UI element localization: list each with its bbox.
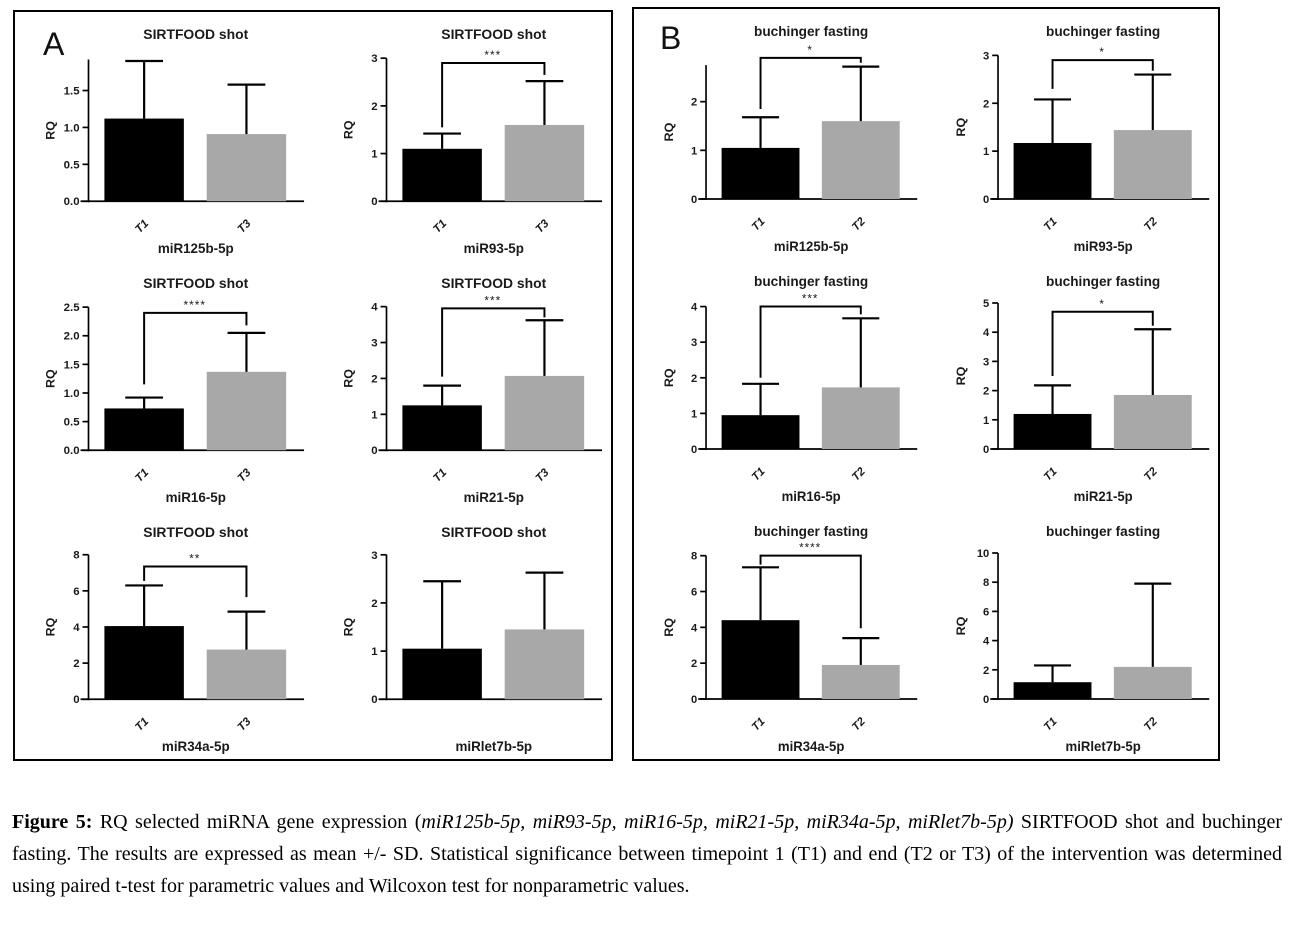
panel-b-label: B xyxy=(660,20,682,56)
bar-t2 xyxy=(822,387,900,449)
y-tick-label: 8 xyxy=(691,550,698,563)
bar-t2 xyxy=(822,665,900,699)
x-axis-label: miRlet7b-5p xyxy=(455,739,533,755)
bar-t1 xyxy=(104,408,183,450)
bar-t1 xyxy=(1014,682,1092,699)
figure-caption-text-2: SIRTFOOD shot and buchinger fasting. The results are expressed as mean +/- SD. Statistical significance between timepoint 1 (T1) and end (T2 or T3) of the intervention was determined using paired t-test for parametric values and Wilcoxon test for nonparametric values. xyxy=(12,811,1283,897)
panel-b-buchinger-fasting xyxy=(632,7,1220,761)
chart-title: SIRTFOOD shot xyxy=(441,523,547,540)
significance-stars: *** xyxy=(801,291,819,306)
significance-stars: **** xyxy=(799,540,822,555)
x-category-label: T2 xyxy=(1142,465,1160,484)
x-category-label: T2 xyxy=(1142,215,1160,234)
y-tick-label: 2 xyxy=(371,100,378,113)
bar-t3 xyxy=(505,125,584,201)
y-tick-label: 3 xyxy=(983,50,990,63)
y-tick-label: 1 xyxy=(371,646,378,659)
x-category-label: T3 xyxy=(235,466,254,485)
y-axis-label: RQ xyxy=(662,122,676,142)
y-tick-label: 10 xyxy=(976,547,990,561)
chart-title: SIRTFOOD shot xyxy=(441,25,547,42)
y-tick-label: 3 xyxy=(371,549,378,562)
significance-stars: *** xyxy=(484,293,502,308)
y-tick-label: 2 xyxy=(983,98,990,111)
bar-t2 xyxy=(1114,395,1192,449)
chart-title: buchinger fasting xyxy=(1046,522,1161,540)
y-tick-label: 2 xyxy=(691,658,698,671)
x-axis-label: miR34a-5p xyxy=(161,739,230,755)
chart-a-miR93-5p xyxy=(313,12,611,261)
bar-t1 xyxy=(722,148,800,199)
bar-chart-svg xyxy=(926,509,1218,759)
y-tick-label: 0 xyxy=(691,693,698,707)
x-category-label: T1 xyxy=(133,466,152,485)
y-tick-label: 3 xyxy=(691,337,698,350)
bar-t2 xyxy=(1114,667,1192,699)
chart-title: SIRTFOOD shot xyxy=(143,523,249,540)
x-category-label: T3 xyxy=(533,217,552,236)
x-category-label: T3 xyxy=(235,217,254,236)
figure-caption-text-1: RQ selected miRNA gene expression ( xyxy=(92,811,422,833)
significance-stars: * xyxy=(1099,45,1105,60)
x-axis-label: miR93-5p xyxy=(463,241,524,257)
y-tick-label: 1.0 xyxy=(63,122,80,135)
bar-t3 xyxy=(207,372,286,450)
y-axis-label: RQ xyxy=(954,366,968,386)
y-tick-label: 6 xyxy=(73,585,80,598)
x-axis-label: miR21-5p xyxy=(463,490,524,506)
bar-t1 xyxy=(1014,143,1092,199)
y-tick-label: 0 xyxy=(371,694,378,707)
x-category-label: T1 xyxy=(1041,715,1060,734)
bar-t2 xyxy=(822,121,900,199)
significance-stars: **** xyxy=(183,297,207,312)
bar-t1 xyxy=(104,119,183,202)
chart-title: buchinger fasting xyxy=(754,272,869,290)
bar-chart-svg xyxy=(313,261,611,510)
chart-title: buchinger fasting xyxy=(1046,22,1161,40)
chart-b-miRlet7b-5p xyxy=(926,509,1218,759)
y-tick-label: 4 xyxy=(371,301,378,314)
y-tick-label: 2 xyxy=(983,385,990,398)
bar-chart-svg xyxy=(15,510,313,759)
x-category-label: T1 xyxy=(1041,215,1060,234)
y-tick-label: 5 xyxy=(983,297,990,311)
y-tick-label: 2 xyxy=(371,373,378,386)
y-tick-label: 0 xyxy=(983,693,990,707)
y-axis-label: RQ xyxy=(43,617,58,637)
y-tick-label: 2 xyxy=(371,597,378,610)
y-tick-label: 0 xyxy=(691,193,698,207)
y-tick-label: 1 xyxy=(371,148,378,161)
y-tick-label: 0 xyxy=(983,443,990,457)
chart-b-miR34a-5p xyxy=(634,509,926,759)
x-category-label: T1 xyxy=(749,715,768,734)
y-tick-label: 3 xyxy=(371,53,378,66)
x-axis-label: miRlet7b-5p xyxy=(1065,738,1141,755)
bar-t1 xyxy=(104,626,183,699)
y-tick-label: 1 xyxy=(691,145,698,158)
y-tick-label: 4 xyxy=(691,301,698,314)
bar-chart-svg xyxy=(634,259,926,509)
y-tick-label: 1.0 xyxy=(63,387,80,400)
bar-t1 xyxy=(722,415,800,449)
y-tick-label: 4 xyxy=(73,621,80,634)
bar-t2 xyxy=(1114,130,1192,199)
bar-chart-svg xyxy=(926,259,1218,509)
bar-chart-svg xyxy=(313,510,611,759)
chart-b-miR93-5p xyxy=(926,9,1218,259)
x-axis-label: miR16-5p xyxy=(781,488,841,505)
chart-title: buchinger fasting xyxy=(754,22,869,40)
y-tick-label: 1.5 xyxy=(63,85,80,98)
x-category-label: T3 xyxy=(235,715,254,734)
chart-a-miR34a-5p xyxy=(15,510,313,759)
y-tick-label: 0.5 xyxy=(63,159,80,172)
x-axis-label: miR125b-5p xyxy=(157,241,234,257)
y-axis-label: RQ xyxy=(341,120,356,140)
y-tick-label: 8 xyxy=(983,577,990,590)
x-axis-label: miR21-5p xyxy=(1073,488,1133,505)
y-axis-label: RQ xyxy=(662,368,676,388)
bar-chart-svg xyxy=(926,9,1218,259)
y-tick-label: 8 xyxy=(73,549,80,562)
bar-chart-svg xyxy=(15,261,313,510)
y-axis-label: RQ xyxy=(662,617,676,637)
bar-t3 xyxy=(505,376,584,450)
x-category-label: T3 xyxy=(533,466,552,485)
x-axis-label: miR125b-5p xyxy=(773,238,849,255)
y-axis-label: RQ xyxy=(954,616,968,636)
figure-caption xyxy=(12,806,1282,902)
x-category-label: T2 xyxy=(850,465,868,484)
x-category-label: T1 xyxy=(431,466,450,485)
significance-stars: * xyxy=(807,42,813,57)
y-axis-label: RQ xyxy=(341,617,356,637)
y-tick-label: 1 xyxy=(983,414,990,427)
panel-a-label: A xyxy=(43,26,65,62)
y-tick-label: 0.5 xyxy=(63,416,80,429)
y-tick-label: 4 xyxy=(983,327,990,340)
significance-bracket xyxy=(442,63,544,127)
chart-b-miR21-5p xyxy=(926,259,1218,509)
significance-stars: ** xyxy=(189,551,201,566)
significance-stars: * xyxy=(1099,296,1105,311)
y-tick-label: 2 xyxy=(691,372,698,385)
bar-t1 xyxy=(1014,414,1092,449)
bar-t1 xyxy=(402,149,481,201)
y-tick-label: 1 xyxy=(983,146,990,159)
x-category-label: T1 xyxy=(1041,465,1060,484)
figure-caption-label: Figure 5: xyxy=(12,811,93,833)
y-axis-label: RQ xyxy=(954,117,968,137)
y-tick-label: 0 xyxy=(983,193,990,207)
figure-caption-mirna-list: miR125b-5p, miR93-5p, miR16-5p, miR21-5p, miR34a-5p, miRlet7b-5p) xyxy=(421,811,1014,833)
y-tick-label: 0 xyxy=(73,694,80,707)
y-axis-label: RQ xyxy=(43,121,58,140)
y-tick-label: 3 xyxy=(371,337,378,350)
y-tick-label: 2.5 xyxy=(63,302,80,315)
chart-title: buchinger fasting xyxy=(1046,272,1161,290)
bar-chart-svg xyxy=(634,509,926,759)
chart-a-miRlet7b-5p xyxy=(313,510,611,759)
y-tick-label: 6 xyxy=(691,586,698,599)
chart-title: buchinger fasting xyxy=(754,522,869,540)
x-axis-label: miR16-5p xyxy=(165,490,226,506)
y-tick-label: 4 xyxy=(983,635,990,648)
y-tick-label: 2 xyxy=(983,664,990,677)
y-axis-label: RQ xyxy=(341,369,356,388)
chart-b-miR16-5p xyxy=(634,259,926,509)
bar-t3 xyxy=(207,650,286,700)
y-tick-label: 2.0 xyxy=(63,330,80,343)
bar-t3 xyxy=(207,134,286,201)
bar-t1 xyxy=(722,620,800,699)
y-tick-label: 0.0 xyxy=(63,445,80,458)
chart-title: SIRTFOOD shot xyxy=(143,274,249,291)
x-category-label: T1 xyxy=(749,215,768,234)
x-category-label: T2 xyxy=(850,715,868,734)
x-category-label: T2 xyxy=(850,215,868,234)
x-category-label: T2 xyxy=(1142,715,1160,734)
y-tick-label: 2 xyxy=(691,96,698,109)
panel-a-sirtfood-shot xyxy=(13,10,613,761)
x-category-label: T1 xyxy=(133,217,152,236)
y-tick-label: 6 xyxy=(983,606,990,619)
significance-stars: *** xyxy=(484,47,502,62)
bar-t3 xyxy=(505,629,584,699)
chart-title: SIRTFOOD shot xyxy=(441,274,547,291)
chart-a-miR21-5p xyxy=(313,261,611,510)
y-tick-label: 3 xyxy=(983,356,990,369)
x-axis-label: miR93-5p xyxy=(1073,238,1133,255)
significance-bracket xyxy=(144,566,246,597)
y-tick-label: 0.0 xyxy=(63,196,80,209)
y-tick-label: 4 xyxy=(691,622,698,635)
x-axis-label: miR34a-5p xyxy=(777,738,845,755)
x-category-label: T1 xyxy=(133,715,152,734)
chart-title: SIRTFOOD shot xyxy=(143,25,249,42)
y-tick-label: 0 xyxy=(371,196,378,209)
y-tick-label: 2 xyxy=(73,658,80,671)
y-tick-label: 1.5 xyxy=(63,359,80,372)
y-axis-label: RQ xyxy=(43,369,58,389)
y-tick-label: 0 xyxy=(691,443,698,457)
y-tick-label: 1 xyxy=(371,409,378,422)
x-category-label: T1 xyxy=(431,217,450,236)
bar-t1 xyxy=(402,649,481,700)
y-tick-label: 1 xyxy=(691,408,698,421)
x-category-label: T1 xyxy=(749,465,768,484)
bar-chart-svg xyxy=(313,12,611,261)
chart-a-miR16-5p xyxy=(15,261,313,510)
y-tick-label: 0 xyxy=(371,445,378,458)
significance-bracket xyxy=(1053,312,1153,376)
bar-t1 xyxy=(402,405,481,450)
significance-bracket xyxy=(442,308,544,376)
